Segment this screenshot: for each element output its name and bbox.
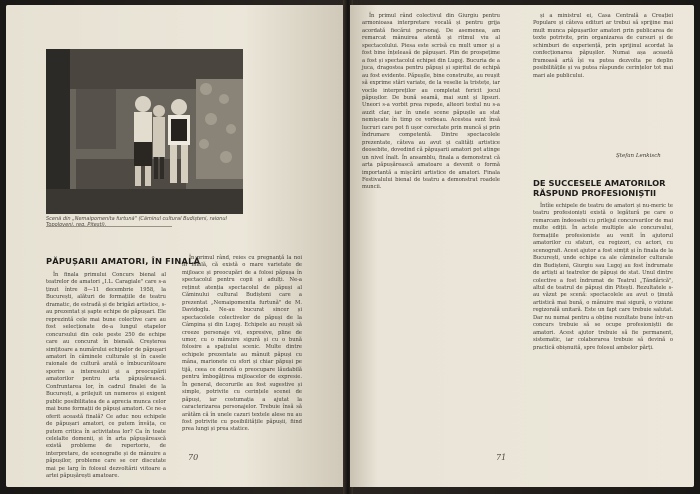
right-column-2 bbox=[533, 13, 673, 148]
paragraph: Întîie echipele de teatru de amatori și nu-meric te teatru profesioniști există o legătură pe care o remarcam îndeosebi cu prilejul concursurilor de mai multe ediții. În actele multiple ale concursului, formațiile profesioniste au venit în ajutorul amatorilor cu sfaturi, cu regizori, cu actori, cu scenografi. Acest ajutor a fost simțit și în finala de la București, unde echipe ca ale căminelor culturale din Budișteni, Giurgiu sau Lugoj au fost îndrumate de artiști ai teatrelor de păpuși de stat. Unul dintre colective a fost îndrumat de Teatrul „Țăndărică", altul de teatrul de păpuși din Pitești. Rezultatele s-au văzut pe scenă: spectacolele au avut o ținută artistică mai bună, o mânuire mai sigură, o viziune regizorală unitară. Este un fapt care trebuie salutat. Dar nu numai pentru a obține rezultate bune într-un concurs trebuie să se ocupe profesioniștii de amatori. Acest ajutor trebuie să fie permanent, sistematic, iar colaborarea trebuie să devină o practică obișnuită, spre folosul ambelor părți. bbox=[533, 203, 673, 351]
left-column-2 bbox=[182, 255, 302, 450]
author-signature: Ștefan Lenkisch bbox=[616, 153, 661, 159]
caption-divider bbox=[46, 226, 172, 227]
puppet-scene-illustration bbox=[46, 49, 243, 214]
page-number: 71 bbox=[496, 453, 507, 462]
right-column-3 bbox=[533, 203, 673, 449]
paragraph: și a ministrul ei, Casa Centrală a Creației Populare și câteva edituri ar trebui să sprijine mai mult munca păpușarilor amatori prin publicarea de texte potrivite, prin organizarea de cursuri și de schimburi de experiență, prin sprijinul acordat la confecționarea păpușilor. Numai așa această frumoasă artă își va putea dezvolta pe deplin posibilitățile și va putea răspunde cerințelor tot mai mari ale publicului. bbox=[533, 13, 673, 79]
page-number: 70 bbox=[188, 453, 199, 462]
paragraph: În finala primului Concurs bienal al teatrelor de amatori „I.L. Caragiale" care s-a ținut între 8—11 decembrie 1958, la București, alături de formațiile de teatru dramatic, de estradă și de brigăzi artistice, s-au prezentat și șapte echipe de păpușari. Ele reprezintă cele mai bune colective care au fost selecționate de-a lungul etapelor concursului din cele peste 250 de echipe care au concurat în bienală. Creșterea simțitoare a numărului echipelor de păpușari amatori în căminele culturale și în casele raionale de cultură arată o îmbucurătoare sporire a interesului și a preocupării amatorilor pentru arta păpușărească. Confruntarea lor, în cadrul finalei de la București, a prilejuit un numeros și exigent public posibilitatea de a aprecia munca celor mai bune formații de păpuși amatori. Ce ne-a oferit această finală? Ce aduc nou echipele de păpușari amatori, ce putem învăța, ce putem critica în activitatea lor? Ca în toate celelalte domenii, și în arta păpușărească există probleme de repertoriu, de interpretare, de scenografie și de mânuire a păpușilor, probleme care se cer discutate mai pe larg în folosul dezvoltării viitoare a artei păpușărești amatoare. bbox=[46, 272, 166, 480]
left-column-1 bbox=[46, 272, 166, 480]
left-page bbox=[6, 5, 346, 487]
article-heading: PĂPUȘARII AMATORI, ÎN FINALĂ bbox=[46, 256, 201, 266]
right-page bbox=[350, 5, 694, 487]
paragraph: În primul rând colectivul din Giurgiu pentru armonioasa interpretare vocală și pentru grija acordată fiecărui personaj. De asemenea, am remarcat mânuirea atentă și ritmul viu al spectacolului. Piesa este scrisă cu mult umor și a fost bine înțeleasă de păpușari. Plin de prospețime a fost și spectacolul echipei din Lugoj. Bucuria de a juca, dragostea pentru păpuși și spiritul de echipă au fost evidente. Păpușile, bine construite, au reușit să exprime stări variate, de la veselie la tristețe, iar vocile interpreților au completat fericit jocul păpușilor. De bună seamă, mai sunt și lipsuri. Uneori s-a vorbit prea repede, alteori textul nu s-a auzit clar, iar în unele scene păpușile au stat nemișcate în timp ce vorbeau. Acestea sunt însă lucruri care pot fi ușor corectate prin muncă și prin îndrumare competentă. Dintre spectacolele prezentate, câteva au avut și calități artistice deosebite, dovedind că păpușarii amatori pot atinge un nivel înalt. În ansamblu, finala a demonstrat că arta păpușărească amatoare a devenit o formă importantă a mișcării artistice de amatori. Finala Festivalului bienal de teatru a demonstrat roadele muncii. bbox=[362, 13, 500, 191]
article-heading-2: DE SUCCESELE AMATORILOR RĂSPUND PROFESIONIȘTII bbox=[533, 178, 666, 198]
right-column-1 bbox=[362, 13, 500, 448]
theatre-photo bbox=[46, 49, 243, 214]
paragraph: În primul rând, reies cu pregnanță la noi în finală, că există o mare varietate de mijloace și preocupări de a folosi păpușa în spectacolul pentru copii și adulți. Ne-a reținut atenția spectacolul de păpuși al Căminului cultural Budișteni care a prezentat „Nemaipomenita furtună" de M. Davidoglu. Ne-au bucurat sincer și spectacolele colectivelor de păpuși de la Câmpina și din Lugoj. Echipele au reușit să creeze personaje vii, expresive, pline de umor, cu o mânuire sigură și cu o bună folosire a spațiului scenic. Multe dintre echipele prezentate au mânuit păpuși cu mâna, marionete cu sfori și chiar păpuși pe tijă, ceea ce denotă o preocupare lăudabilă pentru îmbogățirea mijloacelor de expresie. În general, decorurile au fost sugestive și simple, potrivite cu cerințele scenei de păpuși, iar costumația a ajutat la caracterizarea personajelor. Trebuie însă să arătăm că în unele cazuri textele alese nu au fost potrivite cu posibilitățile păpușii, fiind prea lungi și prea statice. bbox=[182, 255, 302, 433]
photo-caption: Scenă din „Nemaipomenita furtună" (Căminul cultural Budișteni, raionul bbox=[46, 216, 227, 222]
